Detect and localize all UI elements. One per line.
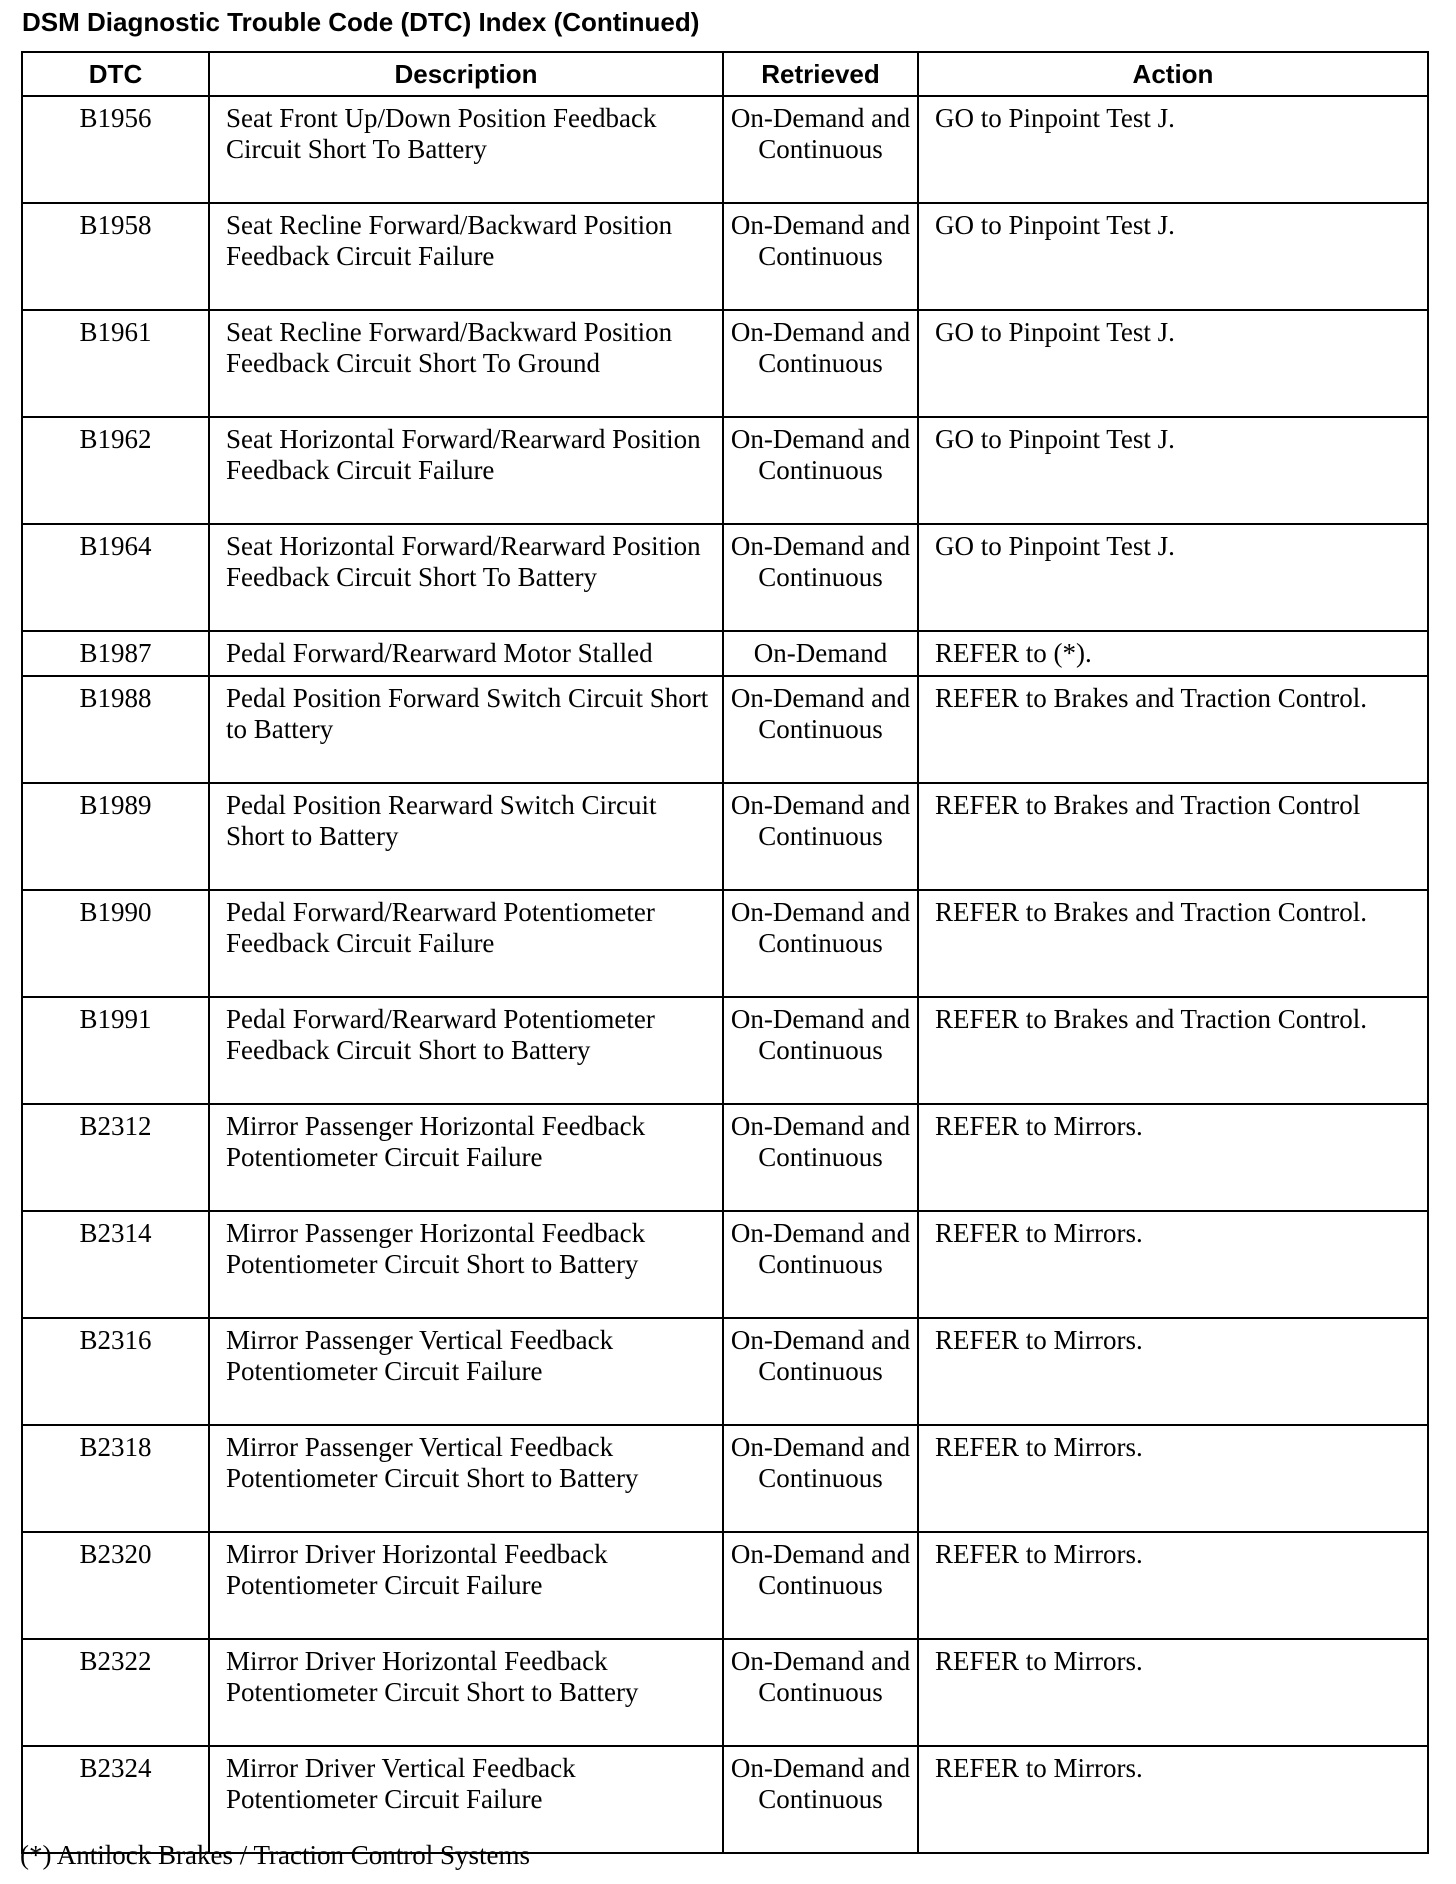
page-title: DSM Diagnostic Trouble Code (DTC) Index (Continued) bbox=[22, 7, 700, 37]
description-cell: Pedal Forward/Rearward Potentiometer Feedback Circuit Failure bbox=[209, 890, 723, 997]
action-cell: REFER to Mirrors. bbox=[918, 1318, 1428, 1425]
action-cell: REFER to Mirrors. bbox=[918, 1639, 1428, 1746]
action-cell: REFER to Mirrors. bbox=[918, 1425, 1428, 1532]
dtc-cell: B2322 bbox=[22, 1639, 209, 1746]
column-header-dtc: DTC bbox=[22, 52, 209, 96]
table-header-row bbox=[22, 52, 1428, 96]
retrieved-cell: On-Demand and Continuous bbox=[723, 417, 918, 524]
table-row bbox=[22, 783, 1428, 890]
dtc-cell: B1990 bbox=[22, 890, 209, 997]
dtc-cell: B1988 bbox=[22, 676, 209, 783]
retrieved-cell: On-Demand and Continuous bbox=[723, 1318, 918, 1425]
action-cell: GO to Pinpoint Test J. bbox=[918, 524, 1428, 631]
dtc-cell: B2316 bbox=[22, 1318, 209, 1425]
action-cell: REFER to Mirrors. bbox=[918, 1211, 1428, 1318]
table-row bbox=[22, 631, 1428, 676]
retrieved-cell: On-Demand and Continuous bbox=[723, 310, 918, 417]
retrieved-cell: On-Demand and Continuous bbox=[723, 1211, 918, 1318]
description-cell: Mirror Driver Horizontal Feedback Potentiometer Circuit Short to Battery bbox=[209, 1639, 723, 1746]
description-cell: Seat Horizontal Forward/Rearward Position Feedback Circuit Short To Battery bbox=[209, 524, 723, 631]
dtc-index-table bbox=[21, 51, 1429, 1854]
retrieved-cell: On-Demand and Continuous bbox=[723, 997, 918, 1104]
description-cell: Seat Horizontal Forward/Rearward Position Feedback Circuit Failure bbox=[209, 417, 723, 524]
action-cell: GO to Pinpoint Test J. bbox=[918, 203, 1428, 310]
description-cell: Mirror Driver Vertical Feedback Potentiometer Circuit Failure bbox=[209, 1746, 723, 1853]
table-row bbox=[22, 1639, 1428, 1746]
retrieved-cell: On-Demand and Continuous bbox=[723, 890, 918, 997]
dtc-cell: B1987 bbox=[22, 631, 209, 676]
table-row bbox=[22, 524, 1428, 631]
dtc-cell: B2312 bbox=[22, 1104, 209, 1211]
description-cell: Seat Front Up/Down Position Feedback Circuit Short To Battery bbox=[209, 96, 723, 203]
description-cell: Mirror Passenger Vertical Feedback Potentiometer Circuit Failure bbox=[209, 1318, 723, 1425]
description-cell: Pedal Position Forward Switch Circuit Short to Battery bbox=[209, 676, 723, 783]
description-cell: Seat Recline Forward/Backward Position Feedback Circuit Failure bbox=[209, 203, 723, 310]
table-row bbox=[22, 890, 1428, 997]
action-cell: GO to Pinpoint Test J. bbox=[918, 417, 1428, 524]
action-cell: REFER to Mirrors. bbox=[918, 1532, 1428, 1639]
table-row bbox=[22, 676, 1428, 783]
table-row bbox=[22, 203, 1428, 310]
action-cell: REFER to Mirrors. bbox=[918, 1746, 1428, 1853]
retrieved-cell: On-Demand and Continuous bbox=[723, 1104, 918, 1211]
description-cell: Pedal Forward/Rearward Potentiometer Feedback Circuit Short to Battery bbox=[209, 997, 723, 1104]
table-row bbox=[22, 1532, 1428, 1639]
retrieved-cell: On-Demand and Continuous bbox=[723, 1532, 918, 1639]
description-cell: Mirror Passenger Vertical Feedback Potentiometer Circuit Short to Battery bbox=[209, 1425, 723, 1532]
table-row bbox=[22, 1746, 1428, 1853]
column-header-action: Action bbox=[918, 52, 1428, 96]
table-row bbox=[22, 96, 1428, 203]
action-cell: GO to Pinpoint Test J. bbox=[918, 96, 1428, 203]
dtc-cell: B1991 bbox=[22, 997, 209, 1104]
description-cell: Mirror Passenger Horizontal Feedback Potentiometer Circuit Short to Battery bbox=[209, 1211, 723, 1318]
action-cell: REFER to Mirrors. bbox=[918, 1104, 1428, 1211]
dtc-cell: B1989 bbox=[22, 783, 209, 890]
description-cell: Seat Recline Forward/Backward Position Feedback Circuit Short To Ground bbox=[209, 310, 723, 417]
table-row bbox=[22, 417, 1428, 524]
dtc-cell: B1956 bbox=[22, 96, 209, 203]
action-cell: REFER to Brakes and Traction Control bbox=[918, 783, 1428, 890]
footnote: (*) Antilock Brakes / Traction Control Systems bbox=[20, 1840, 530, 1870]
retrieved-cell: On-Demand and Continuous bbox=[723, 524, 918, 631]
table-row bbox=[22, 310, 1428, 417]
retrieved-cell: On-Demand and Continuous bbox=[723, 1639, 918, 1746]
dtc-cell: B1962 bbox=[22, 417, 209, 524]
action-cell: GO to Pinpoint Test J. bbox=[918, 310, 1428, 417]
action-cell: REFER to (*). bbox=[918, 631, 1428, 676]
column-header-description: Description bbox=[209, 52, 723, 96]
dtc-cell: B1958 bbox=[22, 203, 209, 310]
retrieved-cell: On-Demand and Continuous bbox=[723, 1746, 918, 1853]
description-cell: Mirror Driver Horizontal Feedback Potentiometer Circuit Failure bbox=[209, 1532, 723, 1639]
retrieved-cell: On-Demand and Continuous bbox=[723, 783, 918, 890]
dtc-cell: B1961 bbox=[22, 310, 209, 417]
table-row bbox=[22, 1318, 1428, 1425]
dtc-cell: B2314 bbox=[22, 1211, 209, 1318]
table-row bbox=[22, 1104, 1428, 1211]
retrieved-cell: On-Demand and Continuous bbox=[723, 96, 918, 203]
action-cell: REFER to Brakes and Traction Control. bbox=[918, 997, 1428, 1104]
description-cell: Pedal Forward/Rearward Motor Stalled bbox=[209, 631, 723, 676]
description-cell: Pedal Position Rearward Switch Circuit Short to Battery bbox=[209, 783, 723, 890]
dtc-cell: B2318 bbox=[22, 1425, 209, 1532]
table-row bbox=[22, 1211, 1428, 1318]
retrieved-cell: On-Demand and Continuous bbox=[723, 676, 918, 783]
retrieved-cell: On-Demand and Continuous bbox=[723, 1425, 918, 1532]
retrieved-cell: On-Demand and Continuous bbox=[723, 203, 918, 310]
table-row bbox=[22, 997, 1428, 1104]
retrieved-cell: On-Demand bbox=[723, 631, 918, 676]
dtc-cell: B2320 bbox=[22, 1532, 209, 1639]
table-row bbox=[22, 1425, 1428, 1532]
column-header-retrieved: Retrieved bbox=[723, 52, 918, 96]
action-cell: REFER to Brakes and Traction Control. bbox=[918, 676, 1428, 783]
dtc-cell: B2324 bbox=[22, 1746, 209, 1853]
dtc-cell: B1964 bbox=[22, 524, 209, 631]
action-cell: REFER to Brakes and Traction Control. bbox=[918, 890, 1428, 997]
description-cell: Mirror Passenger Horizontal Feedback Potentiometer Circuit Failure bbox=[209, 1104, 723, 1211]
